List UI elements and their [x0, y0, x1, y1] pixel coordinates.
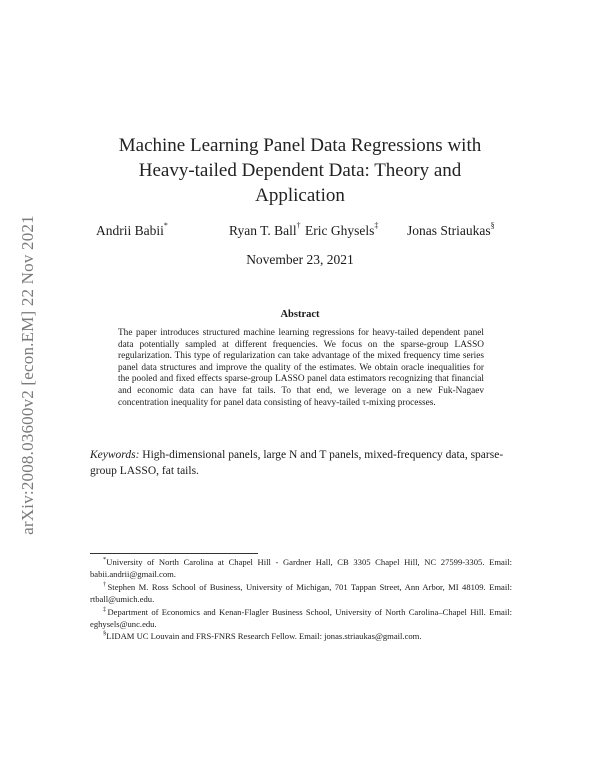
footnote-ball: †Stephen M. Ross School of Business, University of Michigan, 701 Tappan Street, Ann Arbor, MI 48109. Email: rtball@umich.edu. — [90, 580, 513, 605]
footnote-striaukas: §LIDAM UC Louvain and FRS-FNRS Research Fellow. Email: jonas.striaukas@gmail.com. — [103, 630, 422, 642]
arxiv-watermark — [12, 190, 44, 560]
footnote-rule — [90, 553, 258, 554]
title-line: Heavy-tailed Dependent Data: Theory and — [138, 160, 462, 181]
abstract-heading: Abstract — [280, 309, 320, 320]
footnotes — [90, 556, 512, 643]
publication-date: November 23, 2021 — [246, 252, 354, 267]
author-ghysels: Eric Ghysels‡ — [305, 220, 379, 238]
title-line: Application — [255, 185, 345, 206]
author-list — [96, 220, 516, 243]
footnote-ghysels: ‡Department of Economics and Kenan-Flagler Business School, University of North Carolina–Chapel Hill. Email: eghysels@unc.edu. — [90, 605, 513, 630]
footnote-babii: *University of North Carolina at Chapel Hill - Gardner Hall, CB 3305 Chapel Hill, NC 27599-3305. Email: babii.andrii@gmail.com. — [90, 556, 512, 580]
keywords-label: Keywords: — [90, 449, 140, 461]
author-striaukas: Jonas Striaukas§ — [407, 220, 495, 238]
paper-title — [90, 133, 510, 208]
author-ball: Ryan T. Ball† — [229, 220, 301, 238]
keywords-text: High-dimensional panels, large N and T panels, mixed-frequency data, sparse-group LASSO, fat tails. — [90, 449, 504, 477]
arxiv-identifier: arXiv:2008.03600v2 [econ.EM] 22 Nov 2021 — [18, 215, 37, 535]
author-babii: Andrii Babii* — [96, 220, 168, 238]
keywords — [90, 447, 512, 479]
title-line: Machine Learning Panel Data Regressions with — [118, 135, 482, 156]
abstract-body: The paper introduces structured machine learning regressions for heavy-tailed dependent panel data potentially sampled at different frequencies. We focus on the sparse-group LASSO regularization. This type of regularization can take advantage of the mixed frequency time series panel data structures and improve the quality of the estimates. We obtain oracle inequalities for the pooled and fixed effects sparse-group LASSO panel data estimators recognizing that financial and economic data can have fat tails. To that end, we leverage on a new Fuk-Nagaev concentration inequality for panel data consisting of heavy-tailed τ-mixing processes. — [118, 328, 484, 408]
